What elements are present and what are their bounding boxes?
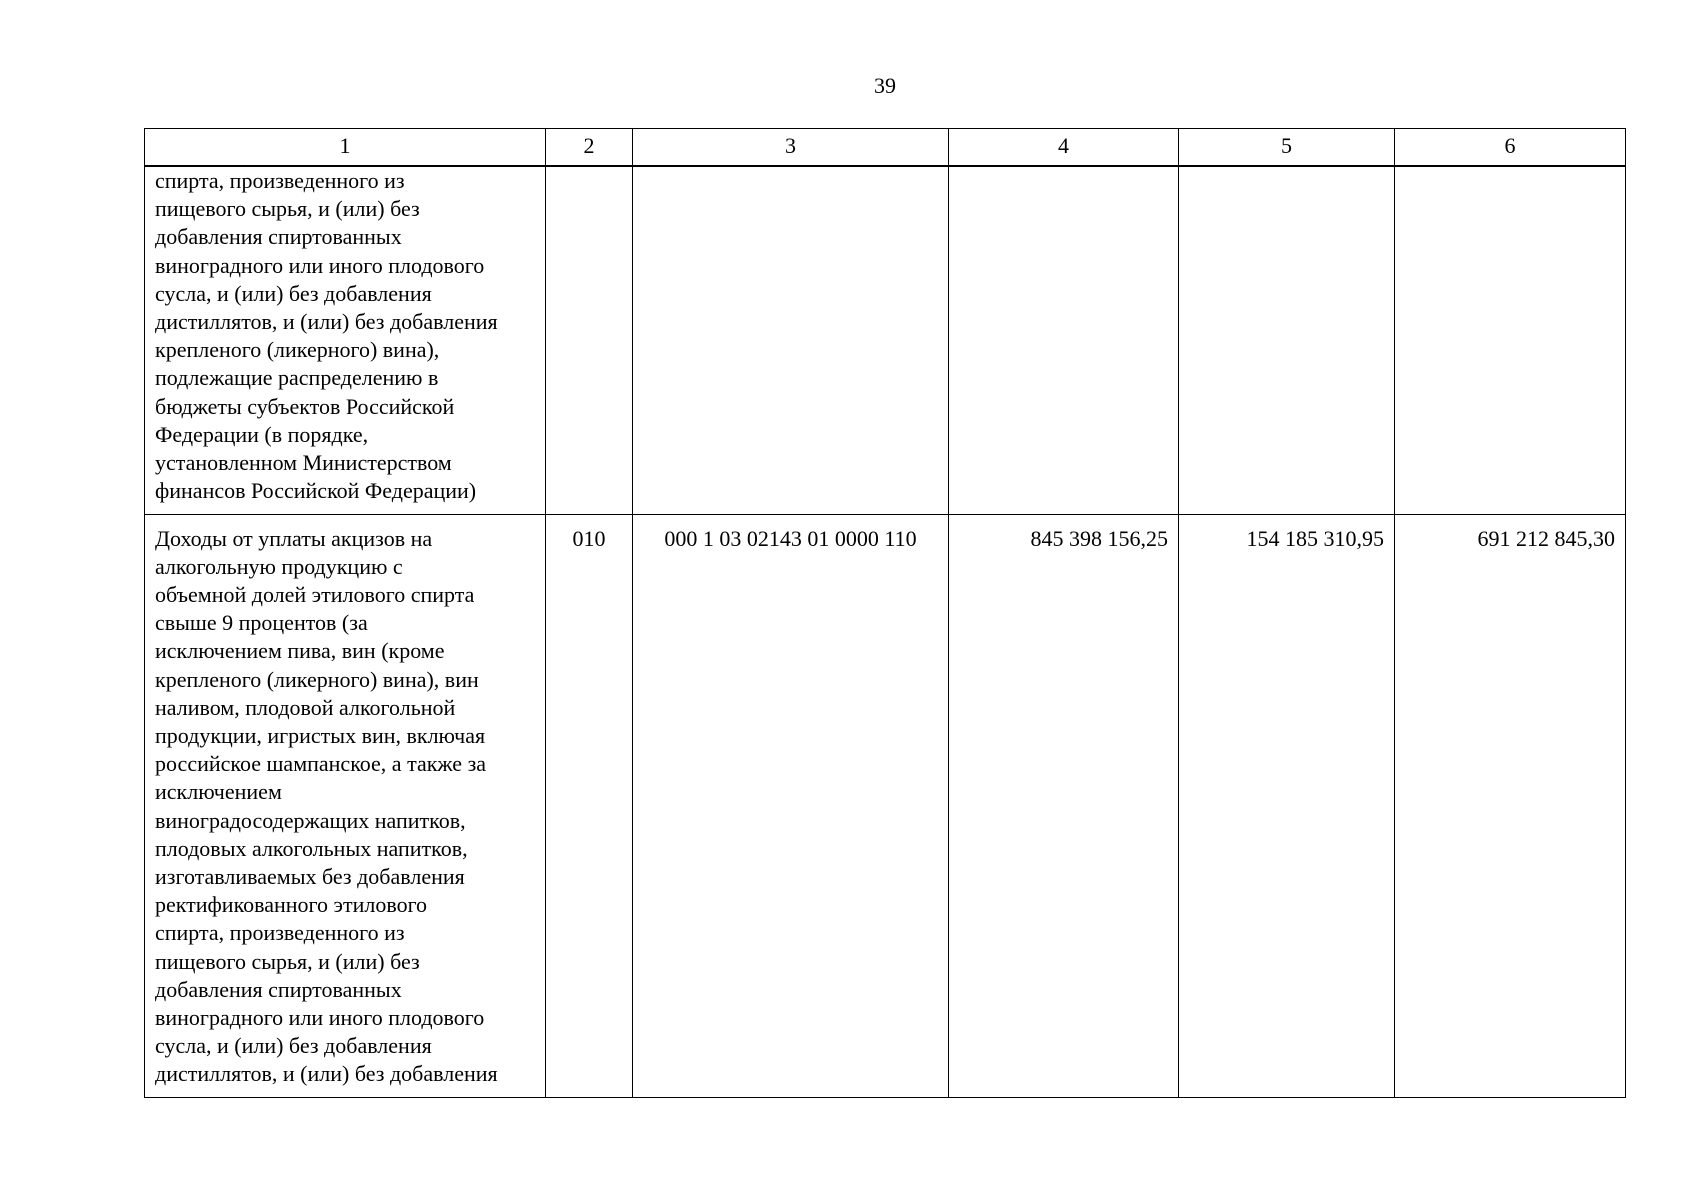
row-line-code: 010 [546, 514, 633, 1097]
row-value-col6 [1395, 166, 1626, 514]
column-header-2: 2 [546, 129, 633, 167]
row-value-col6: 691 212 845,30 [1395, 514, 1626, 1097]
column-header-5: 5 [1179, 129, 1395, 167]
column-header-3: 3 [633, 129, 949, 167]
row-line-code [546, 166, 633, 514]
row-value-col4 [949, 166, 1179, 514]
column-header-1: 1 [145, 129, 546, 167]
row-budget-code: 000 1 03 02143 01 0000 110 [633, 514, 949, 1097]
page-number: 39 [874, 73, 896, 98]
row-description-text: Доходы от уплаты акцизов на алкогольную продукцию с объемной долей этилового спирта свыше 9 процентов (за исключением пива, вин (кроме крепленого (ликерного) вина), вин наливом, плодовой алкогольной продукции, игристых вин, включая российское шампанское, а также за исключением виноградосодержащих напитков, плодовых алкогольных напитков, изготавливаемых без добавления ректификованного этилового спирта, произведенного из пищевого сырья, и (или) без добавления спиртованных виноградного или иного плодового сусла, и (или) без добавления дистиллятов, и (или) без добавления [155, 525, 498, 1087]
column-header-6: 6 [1395, 129, 1626, 167]
table-row [145, 514, 1626, 1097]
row-value-col5 [1179, 166, 1395, 514]
row-value-col5: 154 185 310,95 [1179, 514, 1395, 1097]
row-description [145, 514, 546, 1097]
row-description-text: спирта, произведенного из пищевого сырья, и (или) без добавления спиртованных виноградного или иного плодового сусла, и (или) без добавления дистиллятов, и (или) без добавления крепленого (ликерного) вина), подлежащие распределению в бюджеты субъектов Российской Федерации (в порядке, установленном Министерством финансов Российской Федерации) [155, 168, 498, 504]
row-budget-code [633, 166, 949, 514]
row-value-col4: 845 398 156,25 [949, 514, 1179, 1097]
revenue-table [144, 128, 1626, 1098]
row-description [145, 166, 546, 514]
table-row [145, 166, 1626, 514]
table-header-row [145, 129, 1626, 167]
column-header-4: 4 [949, 129, 1179, 167]
